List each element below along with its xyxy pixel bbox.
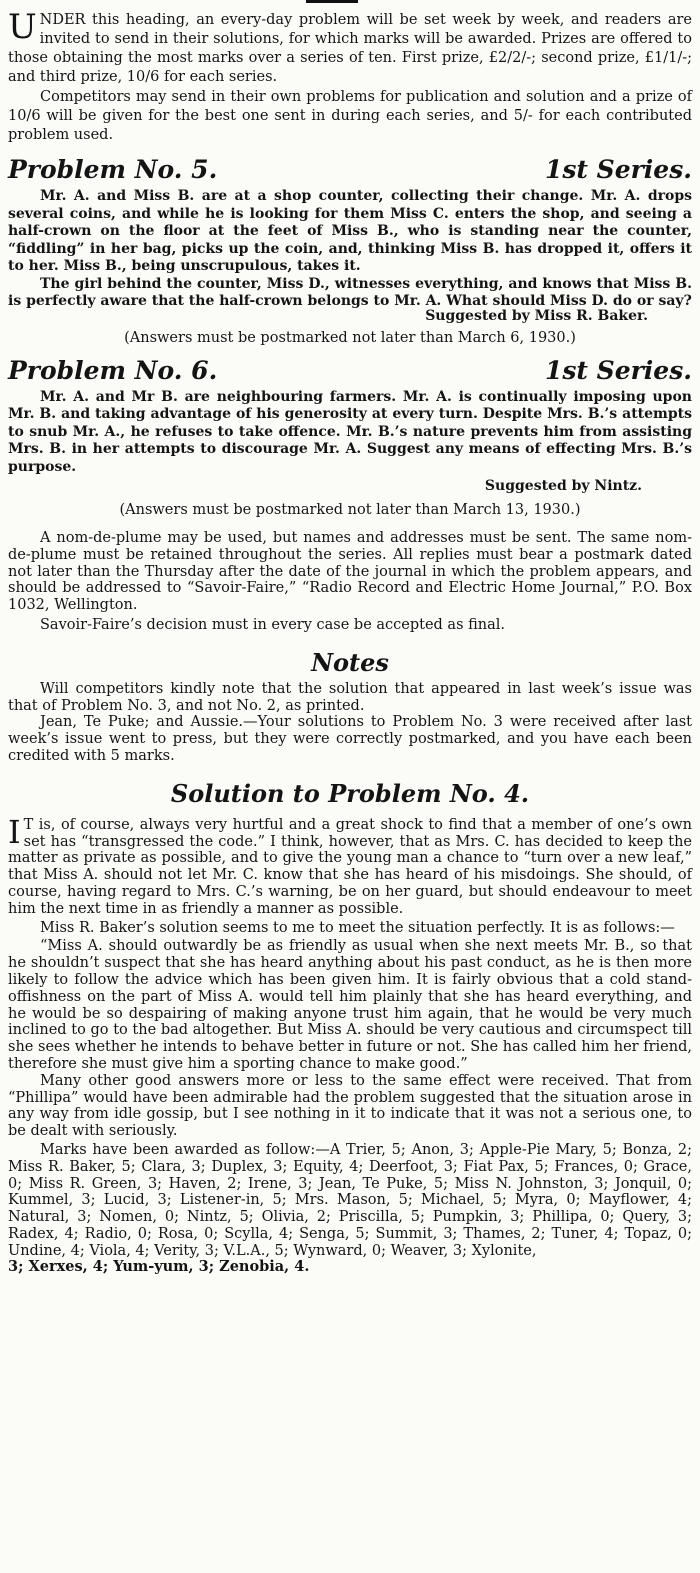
problem-5-question: The girl behind the counter, Miss D., witnesses everything, and knows that Miss B. is perfectly aware that the half-crown belongs to Mr. A. What should Miss D. do or say? — [8, 275, 692, 309]
article — [8, 7, 692, 1276]
problem-5-suggested: Suggested by Miss R. Baker. — [425, 307, 648, 324]
problem-5-text: Mr. A. and Miss B. are at a shop counter, collecting their change. Mr. A. drops several coins, and while he is looking for them Miss C. enters the shop, and seeing a half-crown on the floor at the feet of Miss B., who is standing near the counter, “fiddling” in her bag, picks up the coin, and, thinking Miss B. has dropped it, offers it to her. Miss B., being unscrupulous, takes it. — [8, 188, 692, 274]
marks-list: Marks have been awarded as follow:—A Trier, 5; Anon, 3; Apple-Pie Mary, 5; Bonza, 2; Miss R. Baker, 5; Clara, 3; Duplex, 3; Equity, 4; Deerfoot, 3; Fiat Pax, 5; Frances, 0; Grace, 0; Miss R. Green, 3; Haven, 2; Irene, 3; Jean, Te Puke, 5; Miss N. Johnston, 3; Jonquil, 0; Kummel, 3; Lucid, 3; Listener-in, 5; Mrs. Mason, 5; Michael, 5; Myra, 0; Mayflower, 4; Natural, 3; Nomen, 0; Nintz, 5; Olivia, 2; Priscilla, 5; Pumpkin, 3; Phillipa, 0; Query, 3; Radex, 4; Radio, 0; Rosa, 0; Scylla, 4; Senga, 5; Summit, 3; Thames, 2; Tuner, 4; Topaz, 0; Undine, 4; Viola, 4; Verity, 3; V.L.A., 5; Wynward, 0; Weaver, 3; Xylonite, — [8, 1141, 692, 1259]
intro-paragraph — [8, 7, 692, 87]
rules-decision: Savoir-Faire’s decision must in every case be accepted as final. — [40, 616, 506, 633]
problem-5-title: Problem No. 5. — [8, 155, 218, 184]
intro-dropcap: U — [8, 7, 37, 47]
problem-6-suggested: Suggested by Nintz. — [484, 478, 642, 494]
solution-heading: Solution to Problem No. 4. — [170, 778, 530, 808]
marks-list-end: 3; Xerxes, 4; Yum-yum, 3; Zenobia, 4. — [8, 1258, 310, 1276]
problem-6-deadline: (Answers must be postmarked not later than March 13, 1930.) — [119, 502, 581, 518]
solution-paragraph-2: Miss R. Baker’s solution seems to me to meet the situation perfectly. It is as follows:— — [40, 919, 675, 936]
problem-6-title: Problem No. 6. — [8, 355, 218, 385]
solution-text-1: T is, of course, always very hurtful and a great shock to find that a member of one’s own set has “transgressed the code.” I think, however, that as Mrs. C. has decided to keep the matter as private as possible, and to give the young man a chance to “turn over a new leaf,” that Miss A. should not let Mr. C. know that she has heard of his misdoings. She should, of course, having regard to Mrs. C.’s warning, be on her guard, but should endeavour to meet him the next time in as friendly a manner as possible. — [8, 816, 692, 917]
notes-paragraph-2: Jean, Te Puke; and Aussie.—Your solutions to Problem No. 3 were received after last week’s issue went to press, but they were correctly postmarked, and you have each been credited with 5 marks. — [8, 714, 692, 764]
notes-heading: Notes — [311, 647, 389, 677]
problem-5-deadline: (Answers must be postmarked not later than March 6, 1930.) — [124, 329, 576, 346]
intro-competitors: Competitors may send in their own problems for publication and solution and a prize of 10/6 will be given for the best one sent in during each series, and 5/- for each contributed problem used. — [8, 89, 692, 143]
problem-6-text: Mr. A. and Mr B. are neighbouring farmers. Mr. A. is continually imposing upon Mr. B. and taking advantage of his generosity at every turn. Despite Mrs. B.’s attempts to snub Mr. A., he refuses to take offence. Mr. B.’s nature prevents him from assisting Mrs. B. in her attempts to discourage Mr. A. Suggest any means of effecting Mrs. B.’s purpose. — [8, 388, 692, 475]
solution-paragraph-1 — [8, 812, 692, 918]
rules-paragraph: A nom-de-plume may be used, but names and addresses must be sent. The same nom-de-plume must be retained throughout the series. All replies must bear a postmark dated not later than the Thursday after the date of the journal in which the problem appears, and should be addressed to “Savoir-Faire,” “Radio Record and Electric Home Journal,” P.O. Box 1032, Wellington. — [8, 530, 692, 614]
solution-quote: “Miss A. should outwardly be as friendly as usual when she next meets Mr. B., so that he shouldn’t suspect that she has heard anything about his past conduct, as he is then more likely to follow the advice which has been given him. It is fairly obvious that a cold stand-offishness on the part of Miss A. would tell him plainly that she has heard everything, and he would be so despairing of making anyone trust him again, that he would be very much inclined to go to the bad altogether. But Miss A. should be very cautious and circumspect till she sees whether he intends to behave better in future or not. She has called him her friend, therefore she must give him a sporting chance to make good.” — [8, 938, 692, 1072]
problem-6-series: 1st Series. — [544, 355, 692, 385]
top-rule — [306, 0, 358, 3]
problem-5-header — [8, 155, 692, 185]
intro-text: NDER this heading, an every-day problem will be set week by week, and readers are invited to send in their solutions, for which marks will be awarded. Prizes are offered to those obtaining the most marks over a series of ten. First prize, £2/2/-; second prize, £1/1/-; and third prize, 10/6 for each series. — [8, 12, 692, 85]
solution-paragraph-4: Many other good answers more or less to the same effect were received. That from “Phillipa” would have been admirable had the problem suggested that the situation arose in any way from idle gossip, but I see nothing in it to indicate that it was not a serious one, to be dealt with seriously. — [8, 1072, 692, 1140]
problem-5-series: 1st Series. — [544, 155, 692, 184]
solution-dropcap: I — [8, 812, 21, 851]
notes-paragraph-1: Will competitors kindly note that the solution that appeared in last week’s issue was that of Problem No. 3, and not No. 2, as printed. — [8, 680, 692, 714]
problem-6-header — [8, 356, 692, 386]
